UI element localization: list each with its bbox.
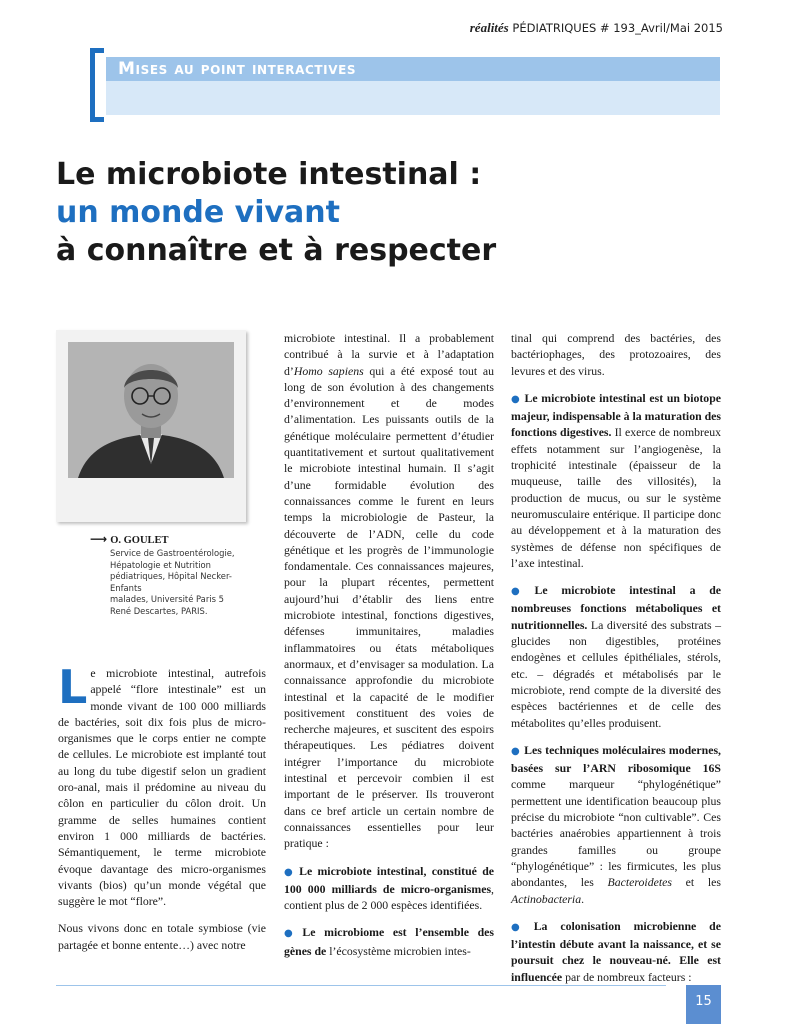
paragraph-text: comme marqueur “phylogénétique” permettent une identification beaucoup plus précise du microbiote “non cultivable”. Ces bactéries anaérobies appartiennent à trois grandes familles ou groupe “phylogénétique” : les firmicutes, les plus abondantes, les [511, 777, 721, 890]
publication-issue: PÉDIATRIQUES # 193_Avril/Mai 2015 [512, 21, 723, 35]
bullet-icon: ● [511, 586, 531, 598]
bold-text: Le microbiote intestinal, constitué de 100 000 milliards de micro-organismes [284, 863, 494, 896]
author-block [90, 532, 250, 617]
drop-cap: L [58, 660, 88, 714]
author-affiliation [110, 548, 250, 617]
rubric-band-bottom [106, 81, 720, 115]
bullet-icon: ● [511, 745, 521, 757]
bullet-paragraph [511, 742, 721, 907]
bullet-paragraph [511, 390, 721, 571]
bullet-paragraph [511, 918, 721, 985]
paragraph-text: , contient plus de 2 000 espèces identifiées. [284, 881, 494, 913]
bullet-paragraph [284, 863, 494, 914]
rubric-title: Mises au point interactives [118, 59, 357, 79]
rubric-bracket [90, 48, 104, 122]
bullet-paragraph [511, 582, 721, 731]
author-name-text: O. GOULET [110, 535, 169, 546]
arrow-right-icon: ⟶ [90, 532, 108, 546]
bullet-icon: ● [511, 921, 530, 933]
paragraph-text: qui a été exposé tout au long de son évolution à des changements d’environnement et de modes d’alimentation. Les puissants outils de la génétique moléculaire permettent d’étudier quantitativement et surtout qualitativement le microbiote intestinal humain. Il s’agit d’une formidable évolution des connaissances comme le furent en leurs temps la microbiologie de Pasteur, la découverte de l’ADN, celle du code génétique et les progrès de l’immunologie fondamentale. Ces connaissances majeures, pour la plupart récentes, permettent aujourd’hui d’établir des liens entre microbiote intestinal, fonctions digestives, défenses immunitaires, maladies inflammatoires ou états métaboliques anormaux, et d’envisager sa modulation. La connaissance approfondie du microbiote intestinal et la capacité de le modifier positivement constituent des voies de recherche majeures, et suscitent des espoirs thérapeutiques. Les pédiatres doivent intégrer l’importance du microbiote intestinal et percevoir combien il est important de le préserver. Ils trouveront dans ce bref article un certain nombre de connaissances essentielles pour leur pratique : [284, 363, 494, 851]
italic-text: Actinobacteria [511, 891, 582, 906]
bold-text: La colonisation microbienne de l’intestin débute avant la naissance, et se poursuit chez le nouveau-né. Elle est influencée [511, 918, 721, 984]
page-number: 15 [695, 994, 712, 1009]
paragraph: Nous vivons donc en totale symbiose (vie partagée et bonne entente…) avec notre [58, 921, 266, 952]
affil-line: Service de Gastroentérologie, [110, 548, 235, 558]
author-name [90, 532, 250, 546]
paragraph-text: par de nombreux facteurs : [562, 969, 692, 984]
bold-text: Le microbiote intestinal a de nombreuses fonctions métaboliques et nutritionnelles. [511, 583, 722, 632]
paragraph [284, 330, 494, 852]
bullet-icon: ● [284, 866, 296, 878]
bullet-icon: ● [511, 393, 521, 405]
paragraph-text: microbiote intestinal. Il a probablement contribué à la survie et à l’adaptation d’ [284, 331, 494, 378]
paragraph-text: La diversité des substrats – glucides non digestibles, protéines endogènes et cellules épithéliales, stérols, etc. – dégradés et métabolisés par le microbiote, rend compte de la diversité des espèces bactériennes et de celle des métabolites qu’elles produisent. [511, 617, 721, 730]
paragraph-text: . [581, 891, 585, 906]
affil-line: Hépatologie et Nutrition [110, 559, 211, 570]
author-photo [68, 342, 234, 478]
italic-text: Homo sapiens [293, 363, 364, 378]
author-portrait-image [68, 342, 234, 478]
title-line-1: Le microbiote intestinal : [56, 157, 482, 192]
affil-line: René Descartes, PARIS. [110, 605, 208, 616]
author-photo-frame [56, 330, 246, 522]
article-title [56, 156, 736, 270]
title-line-2: un monde vivant [56, 195, 340, 230]
bullet-icon: ● [284, 928, 299, 940]
paragraph-text: e microbiote intestinal, autrefois appelé “flore intestinale” est un monde vivant de 100 000 milliards de bactéries, soit dix fois plus de micro-organismes que le corps entier ne compte de cellules. Le microbiote est implanté tout au long du tube digestif selon un gradient oro-anal, mais il prédomine au niveau du côlon en particulier du côlon droit. Un gramme de selles humaines contient environ 1 000 milliards de bactéries. Sémantiquement, le terme microbiote évoque davantage des micro-organismes vivants (bios) qu’un monde végétal que suggère le mot “flore”. [58, 666, 266, 909]
paragraph: tinal qui comprend des bactéries, des bactériophages, des protozoaires, des levures et des virus. [511, 331, 721, 378]
italic-text: Bacteroidetes [607, 875, 672, 890]
paragraph-text: l’écosystème microbien intes- [326, 943, 471, 958]
title-line-3: à connaître et à respecter [56, 233, 497, 268]
text-column-3 [511, 330, 721, 996]
bold-text: Le microbiome est l’ensemble des gènes de [284, 925, 494, 958]
bold-text: Les techniques moléculaires modernes, basées sur l’ARN ribosomique 16S [511, 742, 721, 776]
text-column-2 [284, 330, 494, 970]
paragraph [58, 660, 266, 909]
footer-rule [56, 985, 666, 986]
publication-header [470, 20, 723, 36]
text-column-1 [58, 660, 266, 964]
bold-text: Le microbiote intestinal est un biotope majeur, indispensable à la maturation des fonctions digestives. [511, 390, 721, 440]
affil-line: pédiatriques, Hôpital Necker-Enfants [110, 571, 232, 593]
bullet-paragraph [284, 924, 494, 959]
publication-brand: réalités [469, 20, 509, 35]
paragraph-text: Il exerce de nombreux effets notamment sur l’angiogenèse, la trophicité intestinale (épaisseur de la muqueuse, taille des villosités), la production de mucus, ou sur le système neuromusculaire entérique. Il participe donc au développement et à la maturation des systèmes de défense non spécifiques de l’axe intestinal. [511, 425, 721, 570]
paragraph-text: et les [671, 875, 721, 890]
affil-line: malades, Université Paris 5 [110, 594, 224, 604]
